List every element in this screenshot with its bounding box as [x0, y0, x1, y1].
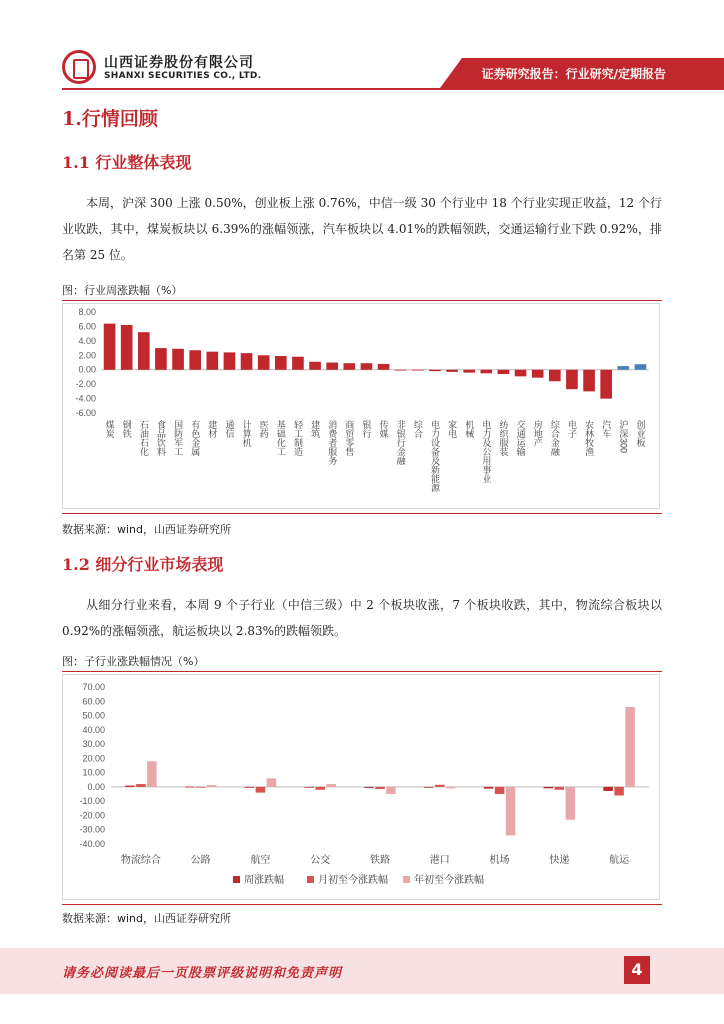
page-header: [0, 0, 724, 92]
x-tick-label: 机械: [464, 420, 475, 438]
bar: [544, 787, 554, 788]
x-tick-label: 建筑: [310, 420, 321, 438]
x-tick-label: 非银行金融: [395, 420, 406, 465]
report-type-label: 证券研究报告：行业研究/定期报告: [481, 67, 666, 81]
x-tick-label: 家电: [447, 420, 458, 438]
bar: [600, 370, 612, 399]
legend-swatch: [307, 876, 314, 883]
x-tick-label: 港口: [429, 855, 450, 866]
bar: [625, 707, 635, 787]
x-tick-label: 食品饮料: [155, 420, 166, 456]
bar: [258, 355, 270, 369]
bar: [498, 370, 510, 374]
header-divider: [62, 88, 724, 90]
x-tick-label: 物流综合: [120, 855, 161, 866]
y-tick-label: 70.00: [82, 682, 105, 692]
company-name-cn: 山西证券股份有限公司: [104, 55, 254, 71]
bar: [361, 363, 373, 369]
y-tick-label: -10.00: [79, 796, 105, 807]
company-name-en: SHANXI SECURITIES CO., LTD.: [104, 71, 262, 81]
x-tick-label: 计算机: [241, 420, 252, 447]
bar: [506, 787, 516, 836]
y-tick-label: -20.00: [79, 810, 105, 821]
bar: [207, 785, 217, 787]
bar: [326, 363, 338, 370]
x-tick-label: 轻工制造: [292, 420, 303, 456]
figure-caption-2: 图：子行业涨跌幅情况（%）: [62, 655, 205, 668]
bar: [566, 787, 576, 820]
bar: [292, 357, 304, 370]
bar: [315, 787, 325, 790]
legend-label: 月初至今涨跌幅: [318, 875, 388, 886]
y-tick-label: 30.00: [82, 739, 105, 750]
subindustry-chart-svg: [63, 675, 659, 899]
paragraph-2: 从细分行业来看，本周 9 个子行业（中信三级）中 2 个板块收涨，7 个板块收跌，其中，物流综合板块以 0.92%的涨幅领涨，航运板块以 2.83%的跌幅领跌。: [62, 598, 662, 638]
bar: [241, 353, 253, 370]
x-tick-label: 电力及公用事业: [481, 420, 492, 483]
disclaimer-note: 请务必阅读最后一页股票评级说明和免责声明: [62, 966, 343, 981]
x-tick-label: 石油石化: [138, 420, 149, 456]
y-tick-label: -4.00: [75, 393, 96, 404]
bar: [138, 332, 150, 370]
x-tick-label: 煤炭: [104, 420, 115, 438]
bar: [256, 787, 266, 793]
bar: [206, 352, 218, 370]
figure-bottom-rule-1: [62, 513, 662, 514]
bar: [378, 364, 390, 370]
figure-bottom-rule-2: [62, 904, 662, 905]
bar: [583, 370, 595, 392]
x-tick-label: 钢铁: [121, 420, 132, 438]
bar: [435, 785, 445, 787]
x-tick-label: 综合金融: [549, 420, 560, 456]
bar: [375, 787, 385, 789]
paragraph-1: 本周，沪深 300 上涨 0.50%，创业板上涨 0.76%，中信一级 30 个行业中 18 个行业实现正收益，12 个行业收跌，其中，煤炭板块以 6.39%的涨幅领涨，汽车板块以 4.01%的跌幅领跌，交通运输行业下跌 0.92%，排名第 25 位。: [62, 196, 662, 262]
bar: [495, 787, 505, 794]
bar: [429, 370, 441, 371]
x-tick-label: 综合: [412, 420, 423, 438]
x-tick-label: 公路: [190, 855, 211, 866]
bar: [309, 362, 321, 370]
legend-label: 年初至今涨跌幅: [414, 875, 484, 886]
industry-weekly-chart: [62, 303, 660, 509]
bar: [424, 787, 434, 788]
y-tick-label: -30.00: [79, 824, 105, 835]
legend-swatch: [403, 876, 410, 883]
x-tick-label: 铁路: [370, 855, 390, 866]
bar: [185, 787, 195, 788]
bar: [155, 348, 167, 370]
bar: [617, 366, 629, 370]
y-tick-label: 4.00: [78, 335, 96, 346]
x-tick-label: 消费者服务: [327, 420, 338, 465]
bar: [364, 787, 374, 788]
bar: [446, 370, 458, 372]
y-tick-label: 40.00: [82, 724, 105, 735]
y-tick-label: 0.00: [87, 781, 105, 792]
bar: [104, 324, 116, 370]
bar: [125, 786, 135, 787]
bar: [245, 787, 255, 788]
bar: [603, 787, 613, 791]
subsection-title-2: 1.2 细分行业市场表现: [62, 555, 224, 574]
x-tick-label: 农林牧渔: [584, 420, 595, 456]
x-tick-label: 电力设备及新能源: [429, 420, 440, 492]
y-tick-label: -40.00: [79, 839, 105, 849]
x-tick-label: 国防军工: [173, 420, 184, 456]
bar: [275, 356, 287, 370]
bar: [224, 352, 236, 369]
y-tick-label: 8.00: [78, 307, 96, 317]
subindustry-chart: [62, 674, 660, 900]
x-tick-label: 航空: [250, 855, 271, 866]
bar: [549, 370, 561, 382]
bar: [189, 350, 201, 369]
bar: [515, 370, 527, 377]
bar: [326, 784, 336, 787]
figure-top-rule-2: [62, 671, 662, 672]
bar: [136, 784, 146, 787]
bar: [395, 370, 407, 371]
bar: [555, 787, 565, 790]
figure-caption-1: 图：行业周涨跌幅（%）: [62, 284, 183, 297]
bar: [267, 778, 277, 787]
legend-label: 周涨跌幅: [244, 875, 284, 886]
x-tick-label: 医药: [258, 420, 269, 438]
data-source-2: 数据来源：wind，山西证券研究所: [62, 912, 232, 925]
x-tick-label: 快递: [549, 855, 570, 866]
x-tick-label: 汽车: [601, 420, 612, 438]
x-tick-label: 电子: [566, 420, 577, 438]
x-tick-label: 通信: [224, 420, 235, 438]
company-logo-icon: [62, 50, 96, 84]
x-tick-label: 传媒: [378, 420, 389, 438]
x-tick-label: 创业板: [635, 420, 646, 447]
y-tick-label: -2.00: [75, 379, 96, 390]
x-tick-label: 交通运输: [515, 420, 526, 456]
section-title: 1.行情回顾: [62, 108, 158, 130]
industry-weekly-chart-svg: [63, 304, 659, 508]
bar: [386, 787, 396, 794]
x-tick-label: 航运: [609, 855, 630, 866]
y-tick-label: 60.00: [82, 696, 105, 707]
page-number: 4: [624, 956, 650, 984]
x-tick-label: 房地产: [532, 420, 543, 447]
subsection-title-1: 1.1 行业整体表现: [62, 153, 192, 172]
x-tick-label: 银行: [361, 420, 372, 438]
bar: [446, 787, 456, 788]
bar: [343, 363, 355, 369]
y-tick-label: 0.00: [78, 364, 96, 375]
bar: [614, 787, 624, 796]
y-tick-label: 20.00: [82, 753, 105, 764]
bar: [412, 370, 424, 371]
bar: [121, 325, 133, 370]
x-tick-label: 公交: [310, 855, 331, 866]
x-tick-label: 有色金属: [190, 420, 201, 456]
legend-swatch: [233, 876, 240, 883]
bar: [635, 364, 647, 369]
x-tick-label: 沪深300: [618, 420, 629, 454]
bar: [484, 787, 494, 789]
bar: [532, 370, 544, 378]
data-source-1: 数据来源：wind，山西证券研究所: [62, 523, 232, 536]
x-tick-label: 基础化工: [275, 420, 286, 456]
bar: [463, 370, 475, 373]
y-tick-label: 6.00: [78, 321, 96, 332]
y-tick-label: 2.00: [78, 350, 96, 361]
x-tick-label: 机场: [489, 855, 510, 866]
bar: [196, 787, 206, 788]
bar: [172, 349, 184, 370]
bar: [480, 370, 492, 374]
y-tick-label: -6.00: [75, 408, 96, 418]
bar: [566, 370, 578, 389]
x-tick-label: 商贸零售: [344, 420, 355, 456]
bar: [304, 787, 314, 788]
x-tick-label: 纺织服装: [498, 420, 509, 456]
y-tick-label: 10.00: [82, 767, 105, 778]
bar: [147, 761, 157, 787]
x-tick-label: 建材: [207, 420, 218, 438]
y-tick-label: 50.00: [82, 710, 105, 721]
figure-top-rule-1: [62, 300, 662, 301]
